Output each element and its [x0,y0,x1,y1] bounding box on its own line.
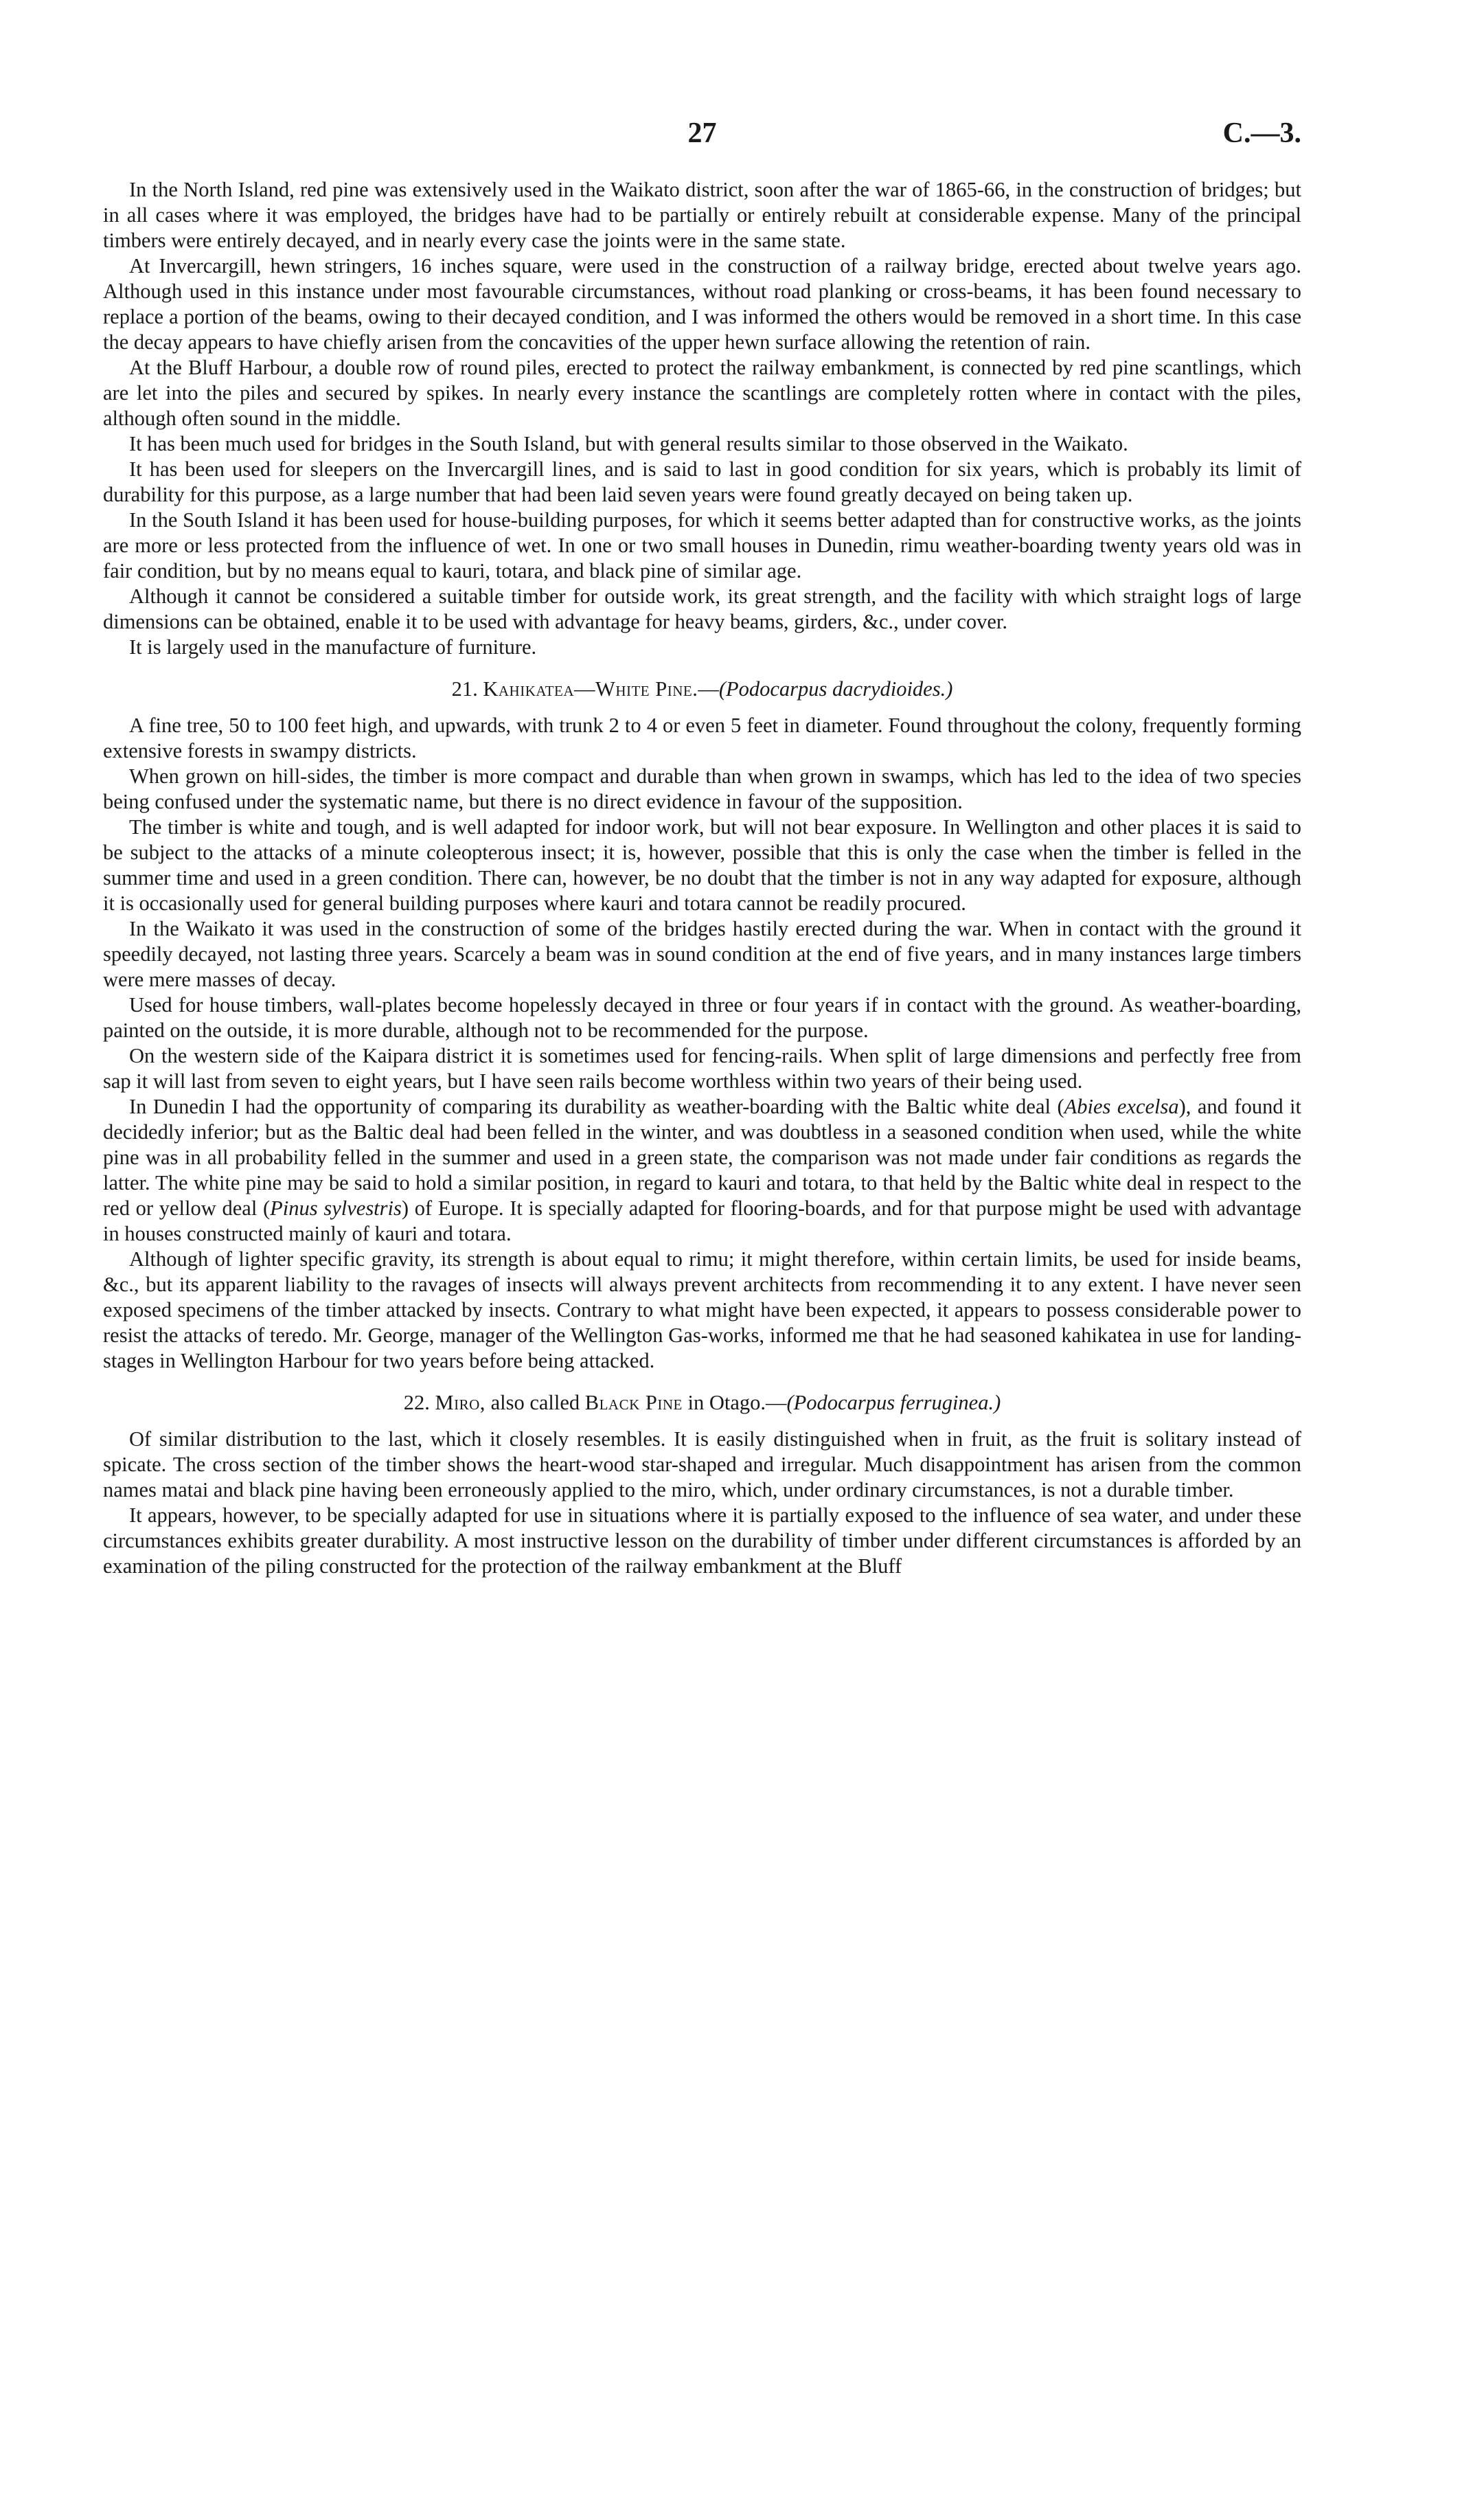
section-species: (Podocarpus ferruginea.) [786,1391,1001,1414]
section-common-name: Miro, [435,1391,486,1414]
paragraph: In the South Island it has been used for house-building purposes, for which it seems better adapted than for constructive works, as the joints are more or less protected from the influence of wet. In one or two small houses in Dunedin, rimu weather-boarding twenty years old was in fair condition, but by no means equal to kauri, totara, and black pine of similar age. [103,508,1301,582]
miro-section-body [103,1427,1301,1579]
paragraph: The timber is white and tough, and is well adapted for indoor work, but will not bear exposure. In Wellington and other places it is said to be subject to the attacks of a minute coleopterous insect; it is, however, possible that this is only the case when the timber is felled in the summer time and used in a green condition. There can, however, be no doubt that the timber is not in any way adapted for exposure, although it is occasionally used for general building purposes where kauri and totara cannot be readily procured. [103,815,1301,915]
paragraph-dunedin [103,1094,1301,1247]
text-run: ) of Europe. It is specially adapted for flooring-boards, and for that purpose might be used with advantage in houses constructed mainly of kauri and totara. [103,1196,1301,1245]
paragraph: Although it cannot be considered a suitable timber for outside work, its great strength, and the facility with which straight logs of large dimensions can be obtained, enable it to be used with advantage for heavy beams, girders, &c., under cover. [103,585,1301,633]
document-page [103,117,1301,1579]
section-common-name: Kahikatea—White Pine. [483,677,698,701]
section-dash: — [766,1391,787,1414]
paragraph: In the North Island, red pine was extensively used in the Waikato district, soon after the war of 1865-66, in the construction of bridges; but in all cases where it was employed, the bridges have had to be partially or entirely rebuilt at considerable expense. Many of the principal timbers were entirely decayed, and in nearly every case the joints were in the same state. [103,178,1301,252]
paragraph: It appears, however, to be specially adapted for use in situations where it is partially exposed to the influence of sea water, and under these circumstances exhibits greater durability. A most instructive lesson on the durability of timber under different circumstances is afforded by an examination of the piling constructed for the protection of the railway embankment at the Bluff [103,1504,1301,1578]
species-name: Pinus sylvestris [270,1196,402,1220]
section-text: also called [485,1391,585,1414]
text-run: ), and found it decidedly inferior; but as the Baltic deal had been felled in the winter, and was doubtless in a seasoned condition when used, while the white pine was in all probability felled in the summer and used in a green state, the comparison was not made under fair conditions as regards the latter. The white pine may be said to hold a similar position, in regard to kauri and totara, to that held by the Baltic white deal in respect to the red or yellow deal ( [103,1095,1301,1220]
paragraph: A fine tree, 50 to 100 feet high, and upwards, with trunk 2 to 4 or even 5 feet in diameter. Found throughout the colony, frequently forming extensive forests in swampy districts. [103,714,1301,762]
paragraph: Although of lighter specific gravity, its strength is about equal to rimu; it might therefore, within certain limits, be used for inside beams, &c., but its apparent liability to the ravages of insects will always prevent architects from recommending it to any extent. I have never seen exposed specimens of the timber attacked by insects. Contrary to what might have been expected, it appears to possess considerable power to resist the attacks of teredo. Mr. George, manager of the Wellington Gas-works, informed me that he had seasoned kahikatea in use for landing-stages in Wellington Harbour for two years before being attacked. [103,1247,1301,1372]
section-heading-miro [103,1390,1301,1416]
section-number: 22. [403,1391,430,1414]
paragraph: On the western side of the Kaipara district it is sometimes used for fencing-rails. When split of large dimensions and perfectly free from sap it will last from seven to eight years, but I have seen rails become worthless within two years of their being used. [103,1044,1301,1093]
section-dash: — [698,677,719,701]
section-species: (Podocarpus dacrydioides.) [718,677,953,701]
section-alt-name: Black Pine [584,1391,683,1414]
page-number: 27 [687,117,717,149]
paragraph: In the Waikato it was used in the construction of some of the bridges hastily erected during the war. When in contact with the ground it speedily decayed, not lasting three years. Scarcely a beam was in sound condition at the end of five years, and in many instances large timbers were mere masses of decay. [103,917,1301,991]
paragraph: Used for house timbers, wall-plates become hopelessly decayed in three or four years if in contact with the ground. As weather-boarding, painted on the outside, it is more durable, although not to be recommended for the purpose. [103,993,1301,1042]
red-pine-continuation [103,177,1301,660]
page-header [103,117,1301,165]
paragraph: It is largely used in the manufacture of furniture. [129,635,537,659]
section-heading-kahikatea [103,677,1301,702]
text-run: In Dunedin I had the opportunity of comparing its durability as weather-boarding with the Baltic white deal ( [129,1095,1064,1118]
paragraph: At the Bluff Harbour, a double row of round piles, erected to protect the railway embankment, is connected by red pine scantlings, which are let into the piles and secured by spikes. In nearly every instance the scantlings are completely rotten where in contact with the piles, although often sound in the middle. [103,356,1301,430]
species-name: Abies excelsa [1064,1095,1179,1118]
section-text: in Otago. [682,1391,766,1414]
paragraph: At Invercargill, hewn stringers, 16 inches square, were used in the construction of a railway bridge, erected about twelve years ago. Although used in this instance under most favourable circumstances, without road planking or cross-beams, it has been found necessary to replace a portion of the beams, owing to their decayed condition, and I was informed the others would be removed in a short time. In this case the decay appears to have chiefly arisen from the concavities of the upper hewn surface allowing the retention of rain. [103,254,1301,354]
kahikatea-section-body [103,713,1301,1374]
section-number: 21. [451,677,478,701]
paragraph: Of similar distribution to the last, which it closely resembles. It is easily distinguished when in fruit, as the fruit is solitary instead of spicate. The cross section of the timber shows the heart-wood star-shaped and irregular. Much disappointment has arisen from the common names matai and black pine having been erroneously applied to the miro, which, under ordinary circumstances, is not a durable timber. [103,1427,1301,1501]
paragraph: When grown on hill-sides, the timber is more compact and durable than when grown in swamps, which has led to the idea of two species being confused under the systematic name, but there is no direct evidence in favour of the supposition. [103,764,1301,813]
document-reference: C.—3. [1222,117,1301,149]
paragraph: It has been used for sleepers on the Invercargill lines, and is said to last in good condition for six years, which is probably its limit of durability for this purpose, as a large number that had been laid seven years were found greatly decayed on being taken up. [103,457,1301,506]
paragraph: It has been much used for bridges in the South Island, but with general results similar to those observed in the Waikato. [129,432,1128,455]
